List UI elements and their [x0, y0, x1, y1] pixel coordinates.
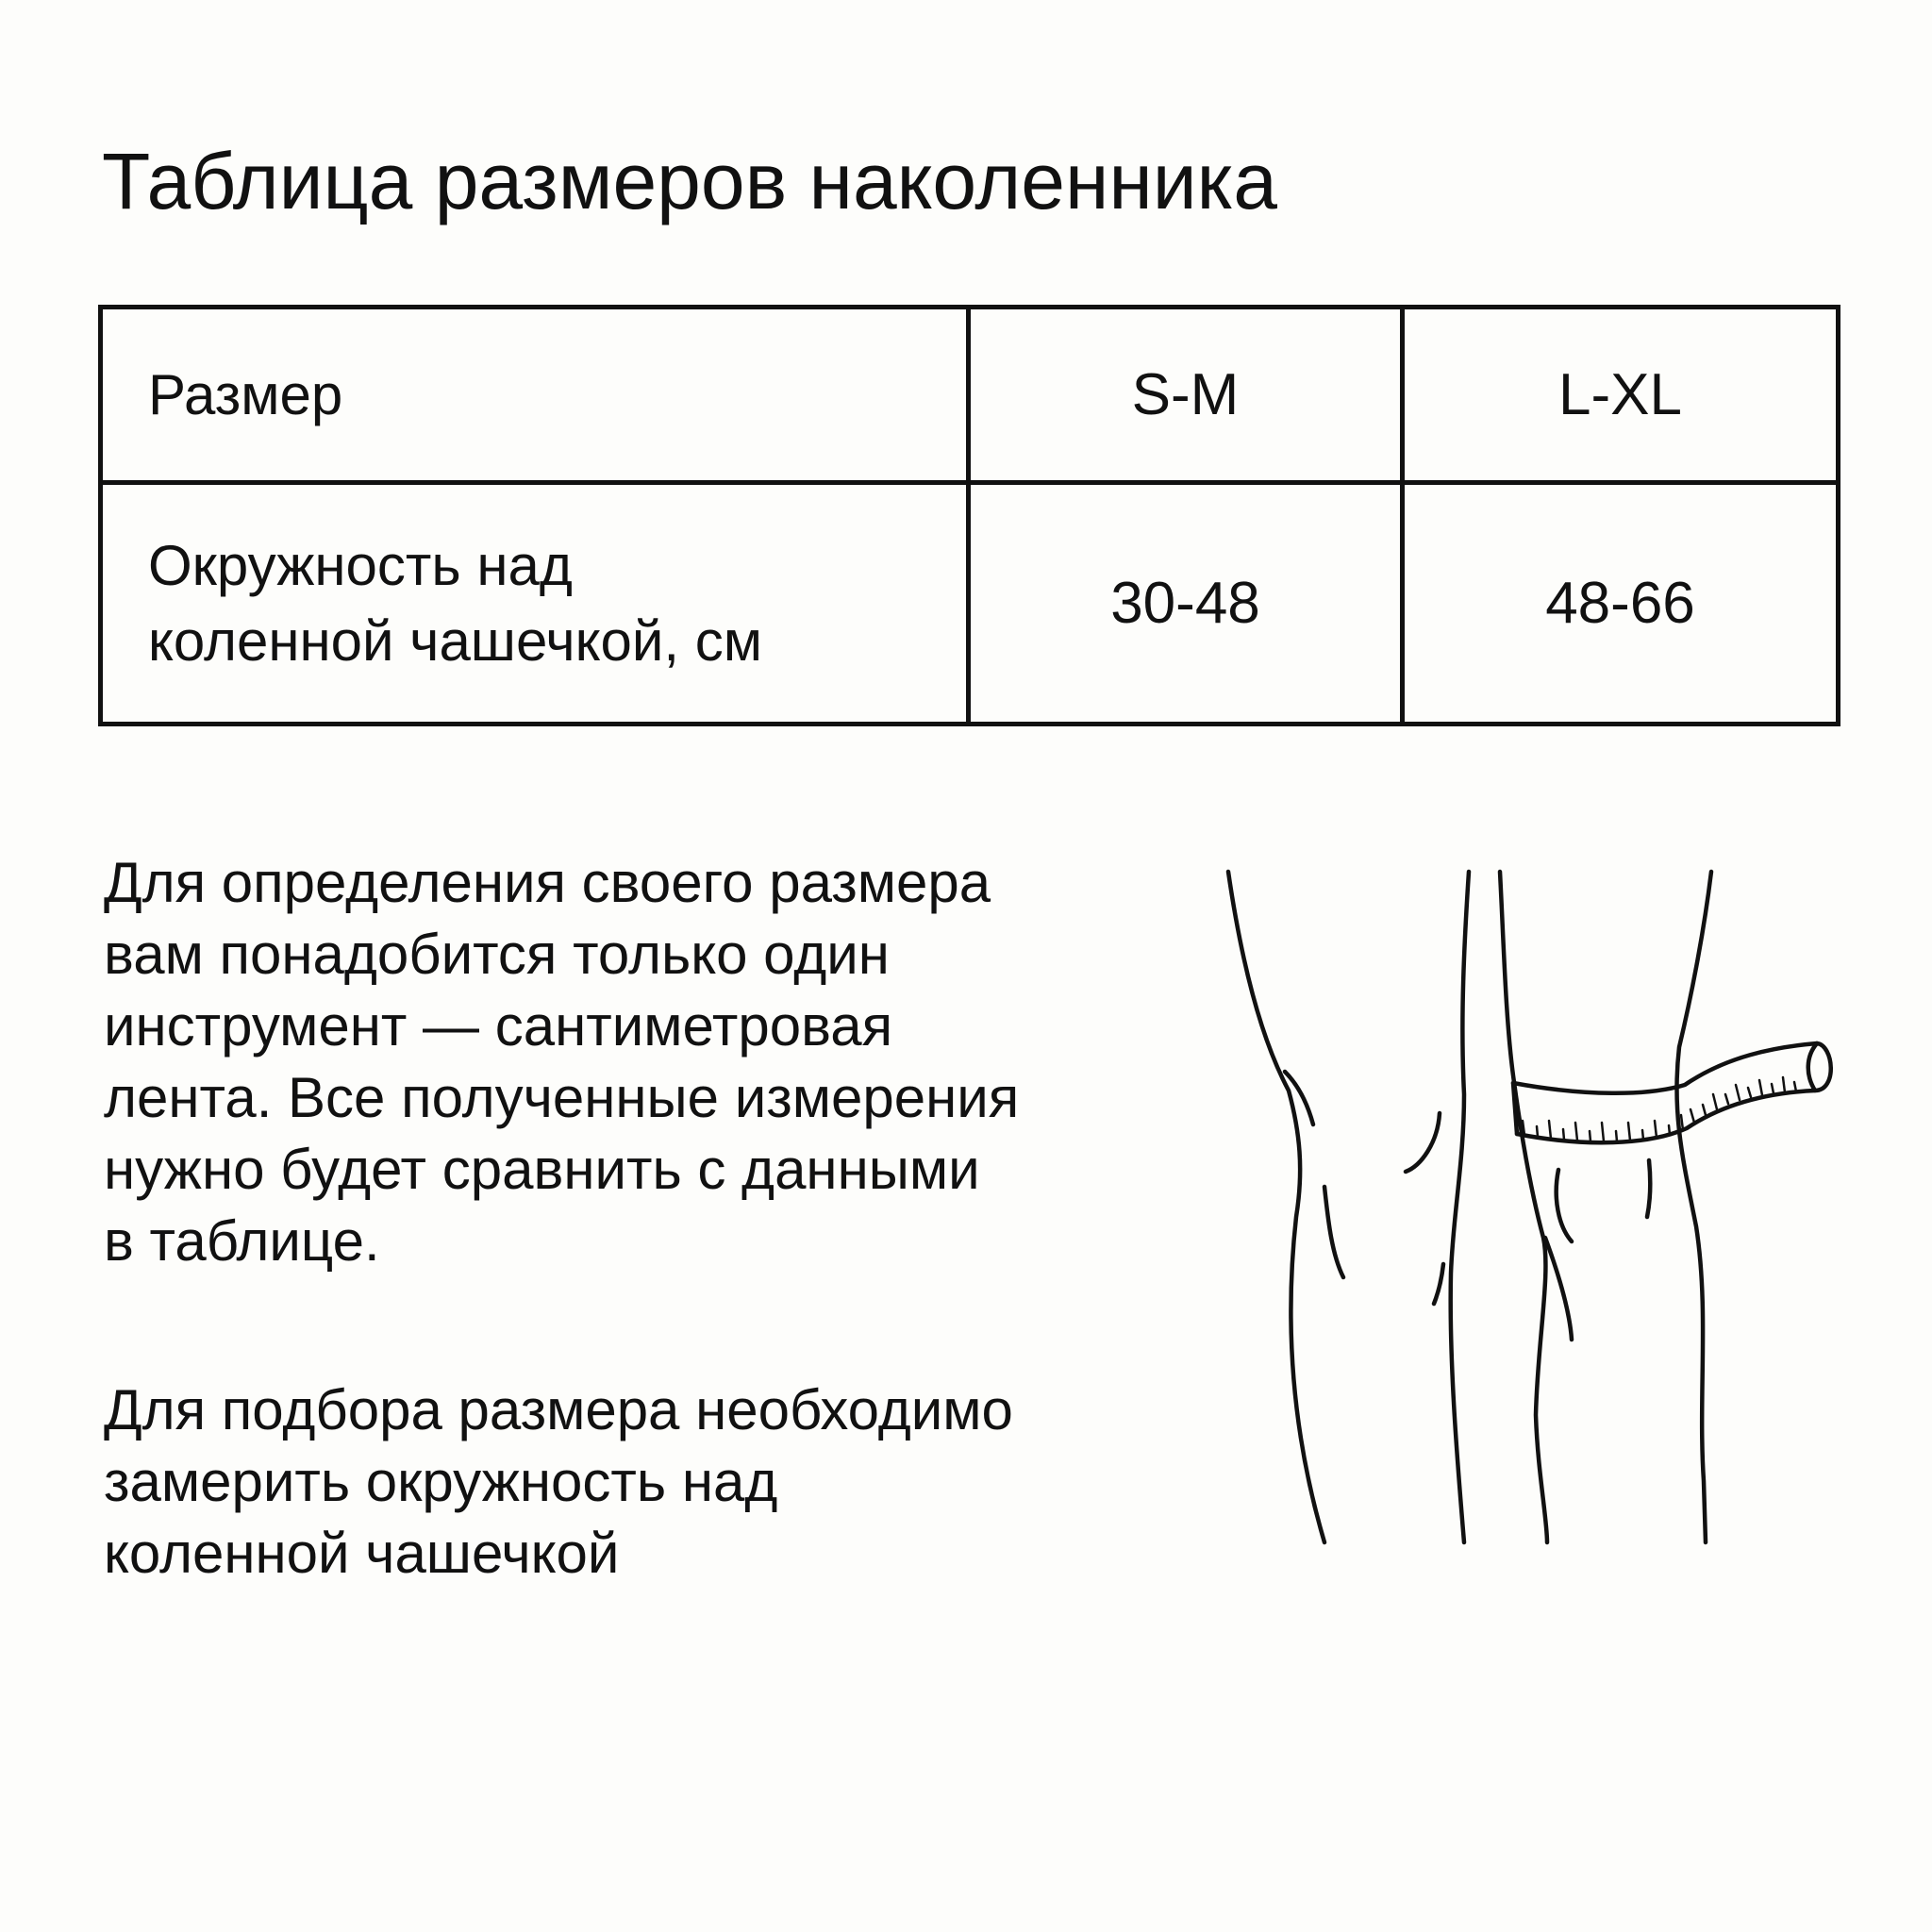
instructions-paragraph-1	[104, 847, 1198, 1277]
page-title: Таблица размеров наколенника	[102, 137, 1277, 225]
text-line: замерить окружность над	[104, 1450, 778, 1513]
text-line: инструмент — сантиметровая	[104, 994, 893, 1058]
text-line: Для определения своего размера	[104, 851, 991, 914]
size-sm-range: 30-48	[969, 483, 1403, 724]
text-line: нужно будет сравнить с данными	[104, 1138, 980, 1201]
circumference-label-cell	[101, 483, 969, 724]
text-line: вам понадобится только один	[104, 923, 890, 986]
instructions-text	[104, 847, 1198, 1590]
text-line: лента. Все полученные измерения	[104, 1066, 1020, 1129]
knee-measuring-tape-icon	[1208, 849, 1849, 1566]
size-lxl-header: L-XL	[1403, 308, 1839, 483]
text-line: Для подбора размера необходимо	[104, 1378, 1013, 1441]
size-lxl-range: 48-66	[1403, 483, 1839, 724]
circumference-label-line: коленной чашечкой, см	[148, 608, 762, 673]
circumference-label-line: Окружность над	[148, 533, 573, 597]
text-line: коленной чашечкой	[104, 1522, 620, 1585]
size-header-cell: Размер	[101, 308, 969, 483]
text-line: в таблице.	[104, 1209, 380, 1273]
instructions-paragraph-2	[104, 1374, 1198, 1590]
table-row	[101, 483, 1839, 724]
size-sm-header: S-M	[969, 308, 1403, 483]
size-table	[98, 305, 1840, 726]
table-header-row	[101, 308, 1839, 483]
